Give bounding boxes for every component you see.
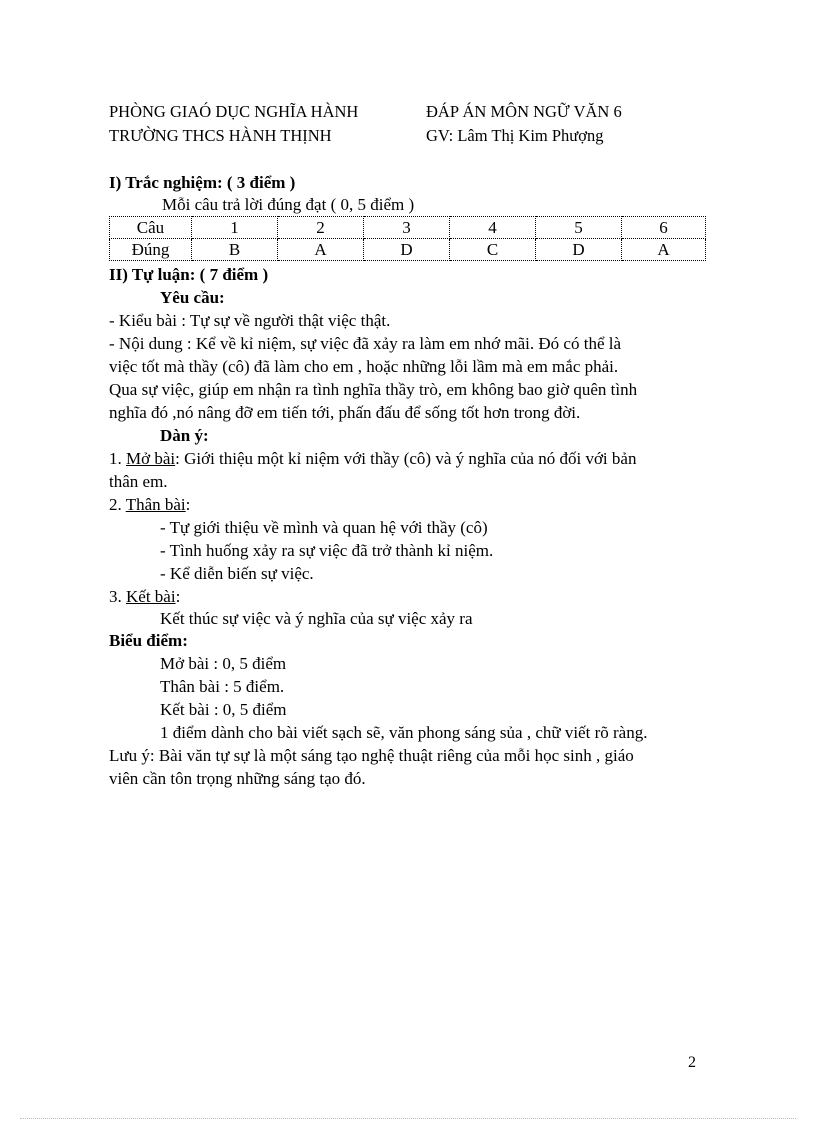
- essay-type: - Kiểu bài : Tự sự về người thật việc thật.: [109, 311, 391, 330]
- outline-body-number: 2.: [109, 495, 126, 514]
- header-teacher: GV: Lâm Thị Kim Phượng: [426, 126, 604, 145]
- content-line: - Nội dung : Kể về kỉ niệm, sự việc đã xảy ra làm em nhớ mãi. Đó có thể là: [109, 334, 622, 353]
- content-line: Qua sự việc, giúp em nhận ra tình nghĩa thầy trò, em không bao giờ quên tình: [109, 380, 638, 399]
- answer-cell: D: [536, 239, 622, 261]
- table-row-answers: [110, 239, 706, 261]
- requirements-heading: Yêu cầu:: [160, 288, 225, 307]
- outline-intro: [109, 450, 636, 467]
- conclusion-text: Kết thúc sự việc và ý nghĩa của sự việc xảy ra: [160, 609, 473, 628]
- section1-note: Mỗi câu trả lời đúng đạt ( 0, 5 điểm ): [162, 195, 415, 214]
- answer-cell: D: [364, 239, 450, 261]
- question-number: 5: [536, 217, 622, 239]
- score-presentation: 1 điểm dành cho bài viết sạch sẽ, văn phong sáng sủa , chữ viết rõ ràng.: [160, 723, 648, 742]
- scoring-heading: Biểu điểm:: [109, 631, 188, 650]
- body-item: - Tình huống xảy ra sự việc đã trở thành kỉ niệm.: [160, 541, 494, 560]
- header-subject: ĐÁP ÁN MÔN NGỮ VĂN 6: [426, 102, 622, 121]
- outline-conclusion-number: 3.: [109, 587, 126, 606]
- header-school: TRƯỜNG THCS HÀNH THỊNH: [109, 126, 332, 145]
- page-number: 2: [688, 1054, 696, 1071]
- note-line: viên cần tôn trọng những sáng tạo đó.: [109, 769, 366, 788]
- outline-heading: Dàn ý:: [160, 426, 209, 445]
- question-number: 6: [622, 217, 706, 239]
- header-department: PHÒNG GIAÓ DỤC NGHĨA HÀNH: [109, 102, 359, 121]
- score-conclusion: Kết bài : 0, 5 điểm: [160, 700, 287, 719]
- question-number: 4: [450, 217, 536, 239]
- outline-intro-text: : Giới thiệu một kỉ niệm với thầy (cô) và ý nghĩa của nó đối với bản: [175, 449, 637, 468]
- content-line: nghĩa đó ,nó nâng đỡ em tiến tới, phấn đấu để sống tốt hơn trong đời.: [109, 403, 581, 422]
- outline-body: [109, 496, 190, 513]
- note-line: Lưu ý: Bài văn tự sự là một sáng tạo nghệ thuật riêng của mỗi học sinh , giáo: [109, 746, 634, 765]
- outline-body-label: Thân bài: [125, 495, 186, 514]
- table-row-questions: [110, 217, 706, 239]
- outline-conclusion-label: Kết bài: [126, 587, 176, 606]
- outline-intro-label: Mở bài: [126, 449, 176, 468]
- table-header-answer: Đúng: [110, 239, 192, 261]
- outline-body-colon: :: [185, 495, 191, 514]
- score-body: Thân bài : 5 điểm.: [160, 677, 285, 696]
- page-bottom-divider: [20, 1118, 796, 1119]
- section2-title: II) Tự luận: ( 7 điểm ): [109, 265, 269, 284]
- section1-title: I) Trắc nghiệm: ( 3 điểm ): [109, 173, 296, 192]
- body-item: - Tự giới thiệu về mình và quan hệ với thầy (cô): [160, 518, 488, 537]
- outline-intro-number: 1.: [109, 449, 126, 468]
- answer-cell: C: [450, 239, 536, 261]
- table-header-question: Câu: [110, 217, 192, 239]
- body-item: - Kể diễn biến sự việc.: [160, 564, 314, 583]
- answer-table: [109, 216, 706, 261]
- outline-conclusion: [109, 588, 180, 605]
- answer-cell: B: [192, 239, 278, 261]
- content-line: việc tốt mà thầy (cô) đã làm cho em , hoặc những lỗi lầm mà em mắc phải.: [109, 357, 619, 376]
- outline-conclusion-colon: :: [175, 587, 181, 606]
- question-number: 3: [364, 217, 450, 239]
- score-intro: Mở bài : 0, 5 điểm: [160, 654, 287, 673]
- question-number: 1: [192, 217, 278, 239]
- question-number: 2: [278, 217, 364, 239]
- answer-cell: A: [278, 239, 364, 261]
- outline-intro-continued: thân em.: [109, 472, 168, 491]
- answer-cell: A: [622, 239, 706, 261]
